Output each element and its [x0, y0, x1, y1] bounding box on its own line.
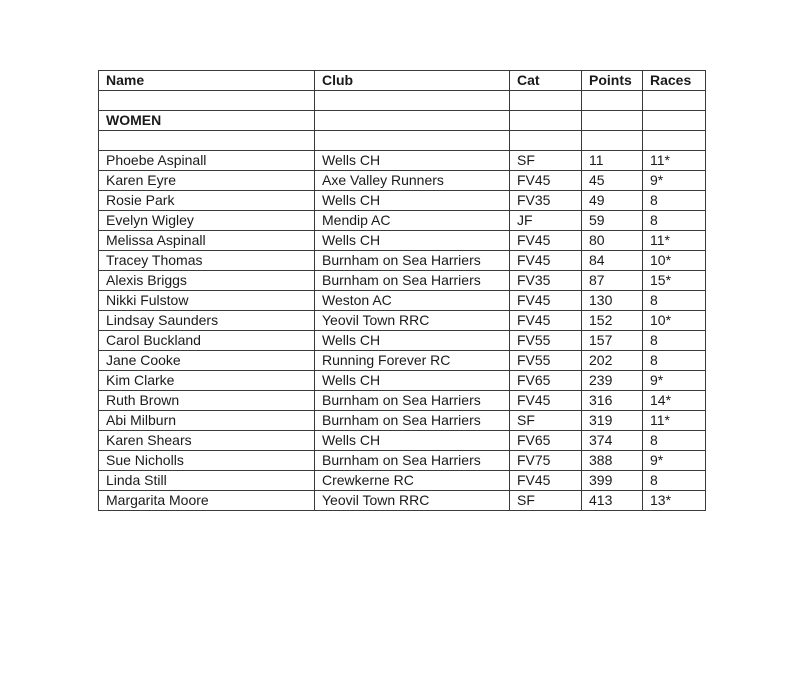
table-header: [99, 71, 706, 91]
cell-name: Abi Milburn: [99, 411, 315, 431]
empty-cell: [510, 91, 582, 111]
cell-races: 8: [643, 331, 706, 351]
empty-cell: [99, 91, 315, 111]
cell-club: Running Forever RC: [315, 351, 510, 371]
cell-races: 8: [643, 431, 706, 451]
cell-cat: FV45: [510, 251, 582, 271]
cell-cat: SF: [510, 411, 582, 431]
cell-races: 9*: [643, 371, 706, 391]
empty-cell: [510, 111, 582, 131]
cell-name: Margarita Moore: [99, 491, 315, 511]
cell-club: Burnham on Sea Harriers: [315, 271, 510, 291]
cell-races: 15*: [643, 271, 706, 291]
cell-cat: FV35: [510, 271, 582, 291]
empty-cell: [315, 131, 510, 151]
section-label: WOMEN: [99, 111, 315, 131]
cell-name: Phoebe Aspinall: [99, 151, 315, 171]
results-table: [98, 70, 706, 511]
empty-cell: [510, 131, 582, 151]
cell-cat: JF: [510, 211, 582, 231]
empty-cell: [582, 111, 643, 131]
table-row: [99, 391, 706, 411]
cell-points: 49: [582, 191, 643, 211]
cell-points: 388: [582, 451, 643, 471]
cell-points: 11: [582, 151, 643, 171]
cell-name: Nikki Fulstow: [99, 291, 315, 311]
cell-races: 10*: [643, 251, 706, 271]
header-cat: Cat: [510, 71, 582, 91]
table-row: [99, 271, 706, 291]
table-row: [99, 311, 706, 331]
table-row: [99, 491, 706, 511]
cell-club: Crewkerne RC: [315, 471, 510, 491]
cell-name: Rosie Park: [99, 191, 315, 211]
cell-races: 9*: [643, 451, 706, 471]
cell-name: Kim Clarke: [99, 371, 315, 391]
table-row: [99, 231, 706, 251]
cell-races: 8: [643, 351, 706, 371]
cell-club: Yeovil Town RRC: [315, 311, 510, 331]
cell-races: 11*: [643, 231, 706, 251]
cell-races: 14*: [643, 391, 706, 411]
table-row: [99, 331, 706, 351]
cell-races: 9*: [643, 171, 706, 191]
cell-club: Burnham on Sea Harriers: [315, 391, 510, 411]
header-club: Club: [315, 71, 510, 91]
cell-points: 319: [582, 411, 643, 431]
empty-cell: [315, 111, 510, 131]
cell-races: 10*: [643, 311, 706, 331]
cell-points: 374: [582, 431, 643, 451]
table-row: [99, 291, 706, 311]
table-row: [99, 171, 706, 191]
header-points: Points: [582, 71, 643, 91]
table-row: [99, 371, 706, 391]
cell-club: Wells CH: [315, 431, 510, 451]
header-name: Name: [99, 71, 315, 91]
cell-points: 202: [582, 351, 643, 371]
cell-name: Linda Still: [99, 471, 315, 491]
cell-name: Tracey Thomas: [99, 251, 315, 271]
cell-club: Wells CH: [315, 151, 510, 171]
cell-points: 130: [582, 291, 643, 311]
empty-row: [99, 131, 706, 151]
header-row: [99, 71, 706, 91]
empty-cell: [643, 131, 706, 151]
empty-cell: [315, 91, 510, 111]
cell-cat: FV45: [510, 291, 582, 311]
cell-name: Karen Eyre: [99, 171, 315, 191]
cell-points: 45: [582, 171, 643, 191]
cell-cat: FV75: [510, 451, 582, 471]
cell-club: Yeovil Town RRC: [315, 491, 510, 511]
cell-points: 413: [582, 491, 643, 511]
empty-cell: [643, 91, 706, 111]
header-races: Races: [643, 71, 706, 91]
cell-cat: FV65: [510, 371, 582, 391]
cell-cat: FV45: [510, 391, 582, 411]
cell-cat: FV45: [510, 311, 582, 331]
cell-points: 84: [582, 251, 643, 271]
table-row: [99, 211, 706, 231]
cell-races: 8: [643, 471, 706, 491]
cell-club: Wells CH: [315, 331, 510, 351]
cell-name: Jane Cooke: [99, 351, 315, 371]
cell-name: Karen Shears: [99, 431, 315, 451]
table-row: [99, 351, 706, 371]
cell-points: 399: [582, 471, 643, 491]
cell-races: 11*: [643, 151, 706, 171]
cell-points: 239: [582, 371, 643, 391]
empty-cell: [582, 131, 643, 151]
cell-races: 13*: [643, 491, 706, 511]
cell-cat: FV45: [510, 471, 582, 491]
cell-cat: FV35: [510, 191, 582, 211]
empty-cell: [99, 131, 315, 151]
cell-name: Evelyn Wigley: [99, 211, 315, 231]
cell-name: Lindsay Saunders: [99, 311, 315, 331]
empty-cell: [582, 91, 643, 111]
cell-points: 152: [582, 311, 643, 331]
cell-races: 11*: [643, 411, 706, 431]
cell-name: Alexis Briggs: [99, 271, 315, 291]
cell-races: 8: [643, 211, 706, 231]
cell-club: Weston AC: [315, 291, 510, 311]
cell-club: Burnham on Sea Harriers: [315, 451, 510, 471]
table-row: [99, 251, 706, 271]
cell-cat: FV45: [510, 171, 582, 191]
cell-name: Carol Buckland: [99, 331, 315, 351]
cell-races: 8: [643, 191, 706, 211]
cell-points: 157: [582, 331, 643, 351]
cell-points: 87: [582, 271, 643, 291]
cell-cat: SF: [510, 151, 582, 171]
cell-cat: FV55: [510, 351, 582, 371]
table-row: [99, 451, 706, 471]
cell-cat: FV55: [510, 331, 582, 351]
table-row: [99, 471, 706, 491]
table-row: [99, 431, 706, 451]
cell-name: Melissa Aspinall: [99, 231, 315, 251]
cell-name: Ruth Brown: [99, 391, 315, 411]
table-row: [99, 151, 706, 171]
table-row: [99, 411, 706, 431]
empty-cell: [643, 111, 706, 131]
cell-races: 8: [643, 291, 706, 311]
cell-name: Sue Nicholls: [99, 451, 315, 471]
section-row: [99, 111, 706, 131]
cell-points: 316: [582, 391, 643, 411]
table-body: [99, 91, 706, 511]
cell-cat: FV65: [510, 431, 582, 451]
cell-club: Burnham on Sea Harriers: [315, 411, 510, 431]
cell-points: 80: [582, 231, 643, 251]
cell-club: Wells CH: [315, 371, 510, 391]
cell-points: 59: [582, 211, 643, 231]
cell-club: Wells CH: [315, 191, 510, 211]
cell-club: Mendip AC: [315, 211, 510, 231]
cell-club: Wells CH: [315, 231, 510, 251]
table-row: [99, 191, 706, 211]
empty-row: [99, 91, 706, 111]
cell-cat: SF: [510, 491, 582, 511]
cell-cat: FV45: [510, 231, 582, 251]
cell-club: Burnham on Sea Harriers: [315, 251, 510, 271]
cell-club: Axe Valley Runners: [315, 171, 510, 191]
